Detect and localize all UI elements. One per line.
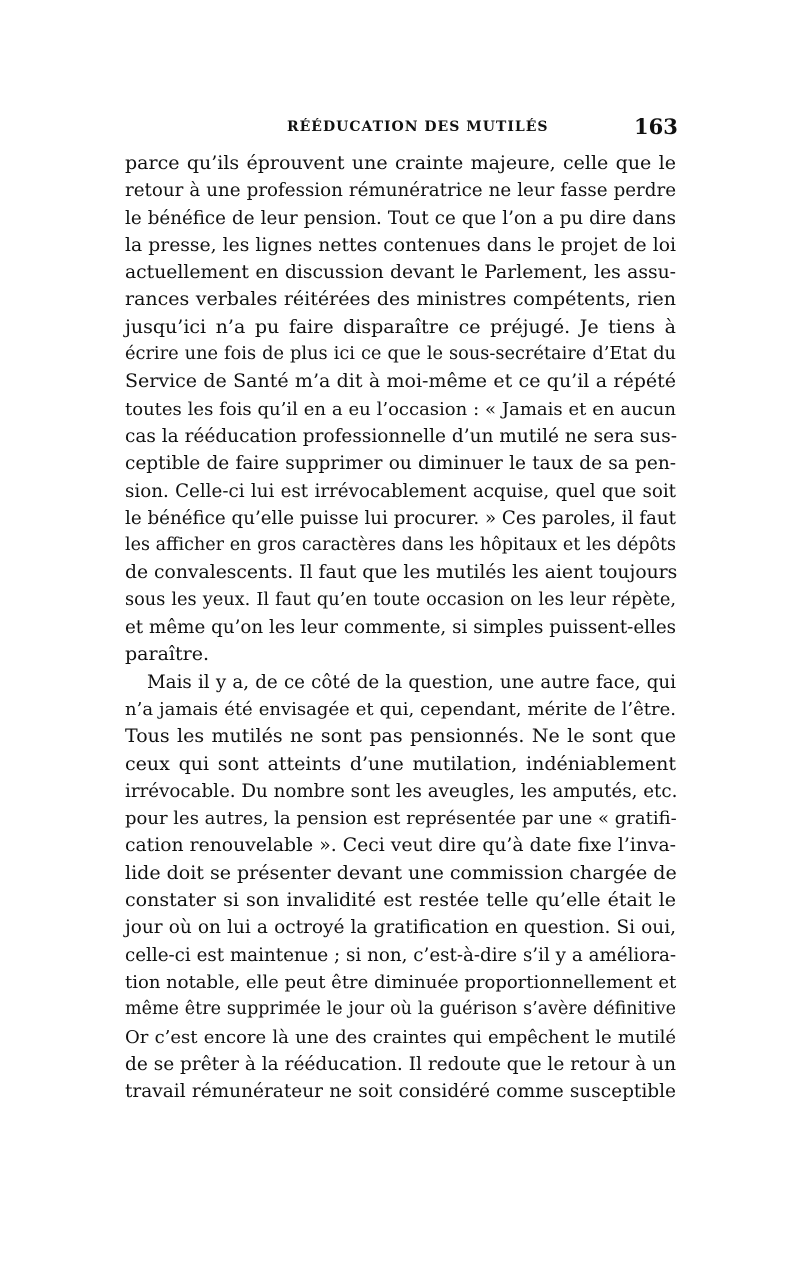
text-line: jour où on lui a octroyé la gratification en question. Si oui, xyxy=(125,917,676,939)
text-line: Service de Santé m’a dit à moi-même et ce qu’il a répété xyxy=(125,370,676,393)
text-line: retour à une profession rémunératrice ne leur fasse perdre xyxy=(125,180,676,202)
text-line: les afficher en gros caractères dans les hôpitaux et les dépôts xyxy=(125,535,676,556)
text-line: pour les autres, la pension est représentée par une « gratifi- xyxy=(125,808,677,830)
body-text xyxy=(125,150,676,1105)
text-line: même être supprimée le jour où la guérison s’avère définitive xyxy=(125,999,676,1020)
text-line: Tous les mutilés ne sont pas pensionnés. Ne le sont que xyxy=(125,725,676,748)
paragraph-start-line: Mais il y a, de ce côté de la question, une autre face, qui xyxy=(147,671,676,693)
text-line: ceux qui sont atteints d’une mutilation, indéniablement xyxy=(125,752,676,775)
text-line: de se prêter à la rééducation. Il redoute que le retour à un xyxy=(125,1053,676,1075)
text-line: jusqu’ici n’a pu faire disparaître ce préjugé. Je tiens à xyxy=(125,315,676,338)
running-title: RÉÉDUCATION DES MUTILÉS xyxy=(287,119,549,135)
text-line: constater si son invalidité est restée telle qu’elle était le xyxy=(125,889,676,912)
text-line: toutes les fois qu’il en a eu l’occasion : « Jamais et en aucun xyxy=(125,398,676,420)
text-line: sion. Celle-ci lui est irrévocablement acquise, quel que soit xyxy=(125,480,676,502)
text-line: n’a jamais été envisagée et qui, cependant, mérite de l’être. xyxy=(125,698,676,720)
page-number: 163 xyxy=(634,114,678,139)
text-line: Or c’est encore là une des craintes qui empêchent le mutilé xyxy=(125,1026,676,1048)
text-line: tion notable, elle peut être diminuée proportionnellement et xyxy=(125,971,677,993)
text-line: parce qu’ils éprouvent une crainte majeure, celle que le xyxy=(125,152,676,174)
text-line: de convalescents. Il faut que les mutilés les aient toujours xyxy=(125,562,678,584)
text-line: cation renouvelable ». Ceci veut dire qu’à date fixe l’inva- xyxy=(125,835,676,857)
text-line: lide doit se présenter devant une commission chargée de xyxy=(125,861,677,884)
running-header xyxy=(0,114,800,144)
text-line: et même qu’on les leur commente, si simples puissent-elles xyxy=(125,617,676,639)
text-line: rances verbales réitérées des ministres compétents, rien xyxy=(125,288,676,311)
text-line: celle-ci est maintenue ; si non, c’est-à-dire s’il y a améliora- xyxy=(125,944,676,966)
text-line: écrire une fois de plus ici ce que le sous-secrétaire d’Etat du xyxy=(125,344,676,365)
text-line: sous les yeux. Il faut qu’en toute occasion on les leur répète, xyxy=(125,589,676,610)
text-line: cas la rééducation professionnelle d’un mutilé ne sera sus- xyxy=(125,425,677,447)
text-line: actuellement en discussion devant le Parlement, les assu- xyxy=(125,262,676,284)
text-line: ceptible de faire supprimer ou diminuer le taux de sa pen- xyxy=(125,453,676,475)
text-line: travail rémunérateur ne soit considéré comme susceptible xyxy=(125,1081,676,1103)
text-line: la presse, les lignes nettes contenues dans le projet de loi xyxy=(125,234,676,256)
text-line: le bénéfice qu’elle puisse lui procurer. » Ces paroles, il faut xyxy=(125,507,676,529)
paragraph-end-line: paraître. xyxy=(125,643,209,666)
text-line: le bénéfice de leur pension. Tout ce que l’on a pu dire dans xyxy=(125,207,676,229)
text-line: irrévocable. Du nombre sont les aveugles, les amputés, etc. xyxy=(125,780,678,802)
